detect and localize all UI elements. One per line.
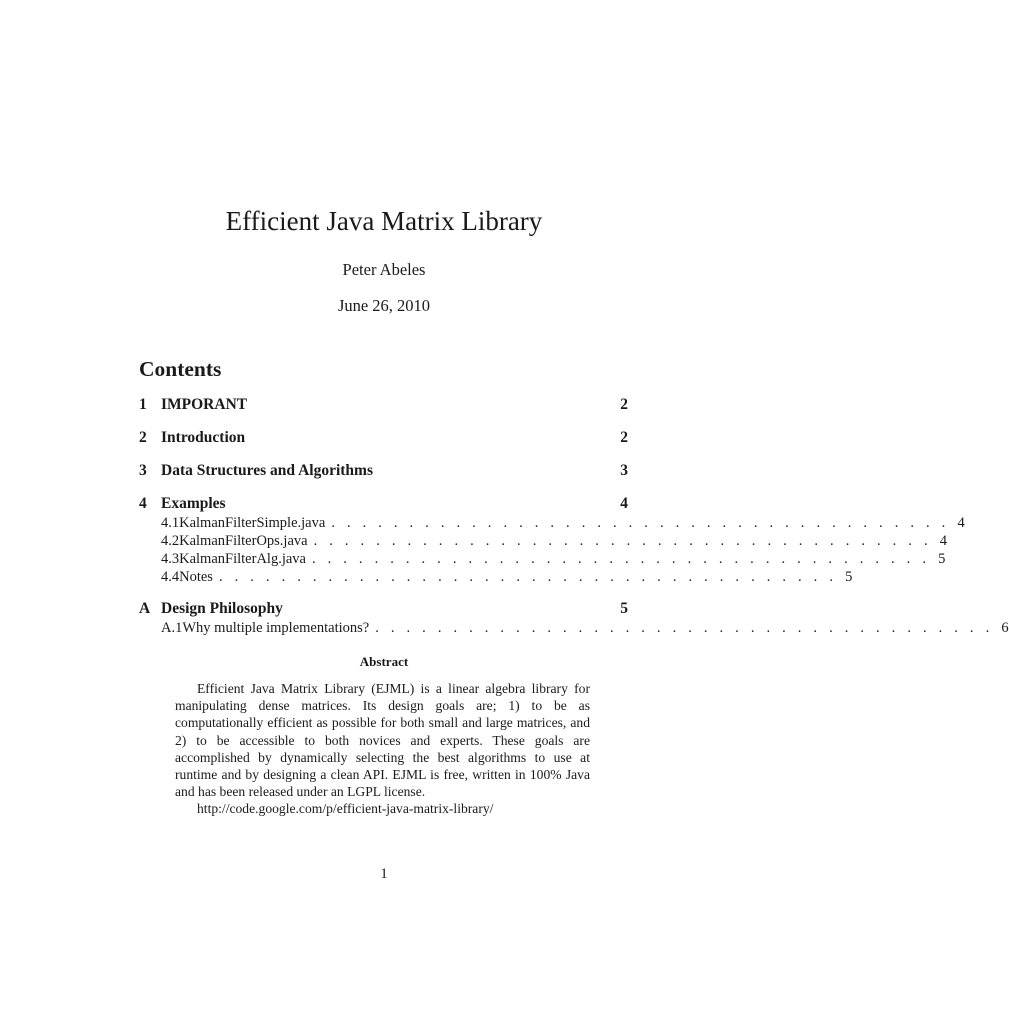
toc-subsection-a-1[interactable]	[139, 620, 1009, 638]
table-of-contents	[139, 396, 1009, 638]
toc-section-page: 3	[620, 462, 628, 479]
toc-section-number: 3	[139, 462, 147, 479]
toc-section-2[interactable]	[139, 429, 628, 449]
toc-leader-dots: . . . . . . . . . . . . . . . . . . . . . . . . . . . . . . . . . . . . . . . .	[313, 533, 932, 549]
contents-heading: Contents	[139, 357, 222, 381]
toc-section-page: 2	[620, 396, 628, 413]
toc-section-number: 2	[139, 429, 147, 446]
toc-section-number: 4	[139, 495, 147, 512]
toc-section-4[interactable]	[139, 495, 628, 515]
project-url-link[interactable]: http://code.google.com/p/efficient-java-matrix-library/	[197, 801, 494, 817]
toc-subsection-number: 4.3	[161, 551, 180, 567]
toc-section-a[interactable]	[139, 600, 628, 620]
toc-subsection-4-4[interactable]	[139, 569, 853, 587]
toc-section-number: A	[139, 600, 151, 617]
document-date: June 26, 2010	[337, 296, 431, 315]
toc-subsection-page: 5	[938, 551, 946, 567]
toc-subsection-number: 4.4	[161, 569, 180, 585]
toc-subsection-title: KalmanFilterSimple.java	[179, 515, 326, 531]
toc-section-title: Examples	[161, 495, 226, 512]
toc-section-1[interactable]	[139, 396, 628, 416]
toc-subsection-page: 5	[845, 569, 853, 585]
toc-subsection-4-2[interactable]	[139, 533, 948, 551]
toc-section-title: Introduction	[161, 429, 246, 446]
toc-section-page: 4	[620, 495, 628, 512]
toc-subsection-4-3[interactable]	[139, 551, 946, 569]
toc-subsection-page: 4	[939, 533, 948, 549]
toc-subsection-number: A.1	[161, 620, 183, 636]
toc-subsection-4-1[interactable]	[139, 515, 965, 533]
abstract-text: Efficient Java Matrix Library (EJML) is a linear algebra library for manipulating dense matrices. Its design goals are; 1) to be as computationally efficient as possible for both small and large matrices, and 2) to be accessible to both novices and experts. These goals are accomplished by dynamically selecting the best algorithms to use at runtime and by designing a clean API. EJML is free, written in 100% Java and has been released under an LGPL license.	[175, 681, 590, 800]
toc-subsection-page: 6	[1001, 620, 1009, 636]
toc-subsection-number: 4.1	[161, 515, 180, 531]
toc-leader-dots: . . . . . . . . . . . . . . . . . . . . . . . . . . . . . . . . . . . . . . . .	[375, 620, 994, 636]
toc-section-number: 1	[139, 396, 147, 413]
toc-section-title: Data Structures and Algorithms	[161, 462, 373, 479]
toc-section-page: 5	[620, 600, 628, 617]
toc-leader-dots: . . . . . . . . . . . . . . . . . . . . . . . . . . . . . . . . . . . . . . . .	[331, 515, 950, 531]
toc-leader-dots: . . . . . . . . . . . . . . . . . . . . . . . . . . . . . . . . . . . . . . . .	[311, 551, 931, 567]
toc-leader-dots: . . . . . . . . . . . . . . . . . . . . . . . . . . . . . . . . . . . . . . . .	[218, 569, 838, 585]
toc-subsection-page: 4	[957, 515, 965, 531]
toc-subsection-title: Notes	[179, 569, 213, 585]
toc-section-title: IMPORANT	[161, 396, 248, 413]
toc-section-title: Design Philosophy	[161, 600, 283, 617]
toc-section-page: 2	[620, 429, 628, 446]
toc-subsection-title: Why multiple implementations?	[182, 620, 370, 636]
document-title: Efficient Java Matrix Library	[225, 206, 543, 236]
document-author: Peter Abeles	[342, 260, 426, 279]
toc-subsection-title: KalmanFilterAlg.java	[179, 551, 306, 567]
abstract-body	[175, 680, 590, 818]
toc-section-3[interactable]	[139, 462, 628, 482]
toc-subsection-number: 4.2	[161, 533, 180, 549]
abstract-heading: Abstract	[359, 654, 409, 669]
page-number: 1	[380, 866, 388, 882]
toc-subsection-title: KalmanFilterOps.java	[179, 533, 308, 549]
